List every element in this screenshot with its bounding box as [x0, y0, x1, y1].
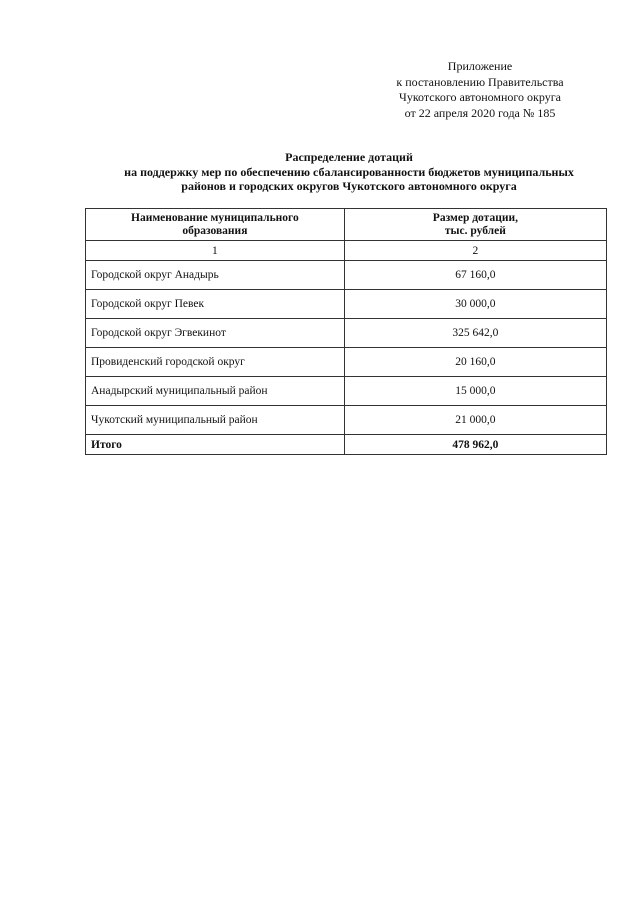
appendix-resolution: к постановлению Правительства	[396, 74, 564, 89]
municipality-name: Городской округ Анадырь	[86, 261, 345, 290]
grant-amount: 325 642,0	[344, 319, 606, 348]
total-row	[86, 435, 607, 455]
table-header-row	[86, 209, 607, 241]
municipality-name: Провиденский городской округ	[86, 348, 345, 377]
appendix-label: Приложение	[447, 59, 513, 73]
table-row	[86, 261, 607, 290]
municipality-name: Чукотский муниципальный район	[86, 406, 345, 435]
header-municipality	[86, 209, 345, 241]
table-row	[86, 319, 607, 348]
header-municipality-line-1: Наименование муниципального	[131, 212, 299, 224]
appendix-block	[380, 59, 580, 121]
grant-amount: 15 000,0	[344, 377, 606, 406]
municipality-name: Анадырский муниципальный район	[86, 377, 345, 406]
table-row	[86, 406, 607, 435]
total-label: Итого	[86, 435, 345, 455]
header-amount-line-2: тыс. рублей	[444, 225, 506, 237]
grant-amount: 30 000,0	[344, 290, 606, 319]
grants-table	[85, 208, 607, 455]
total-amount: 478 962,0	[344, 435, 606, 455]
table-row	[86, 290, 607, 319]
municipality-name: Городской округ Певек	[86, 290, 345, 319]
header-grant-amount	[344, 209, 606, 241]
appendix-date-number: от 22 апреля 2020 года № 185	[404, 105, 556, 120]
title-line-2: на поддержку мер по обеспечению сбалансированности бюджетов муниципальных	[124, 164, 574, 179]
document-title	[90, 150, 608, 194]
header-amount-line-1: Размер дотации,	[432, 212, 518, 224]
title-line-3: районов и городских округов Чукотского автономного округа	[181, 179, 517, 193]
column-number-row	[86, 241, 607, 261]
column-number-2: 2	[344, 241, 606, 261]
header-municipality-line-2: образования	[182, 225, 248, 237]
grant-amount: 21 000,0	[344, 406, 606, 435]
column-number-1: 1	[86, 241, 345, 261]
appendix-region: Чукотского автономного округа	[399, 90, 561, 104]
table-row	[86, 348, 607, 377]
title-line-1: Распределение дотаций	[285, 150, 413, 164]
grant-amount: 20 160,0	[344, 348, 606, 377]
grant-amount: 67 160,0	[344, 261, 606, 290]
table-row	[86, 377, 607, 406]
municipality-name: Городской округ Эгвекинот	[86, 319, 345, 348]
